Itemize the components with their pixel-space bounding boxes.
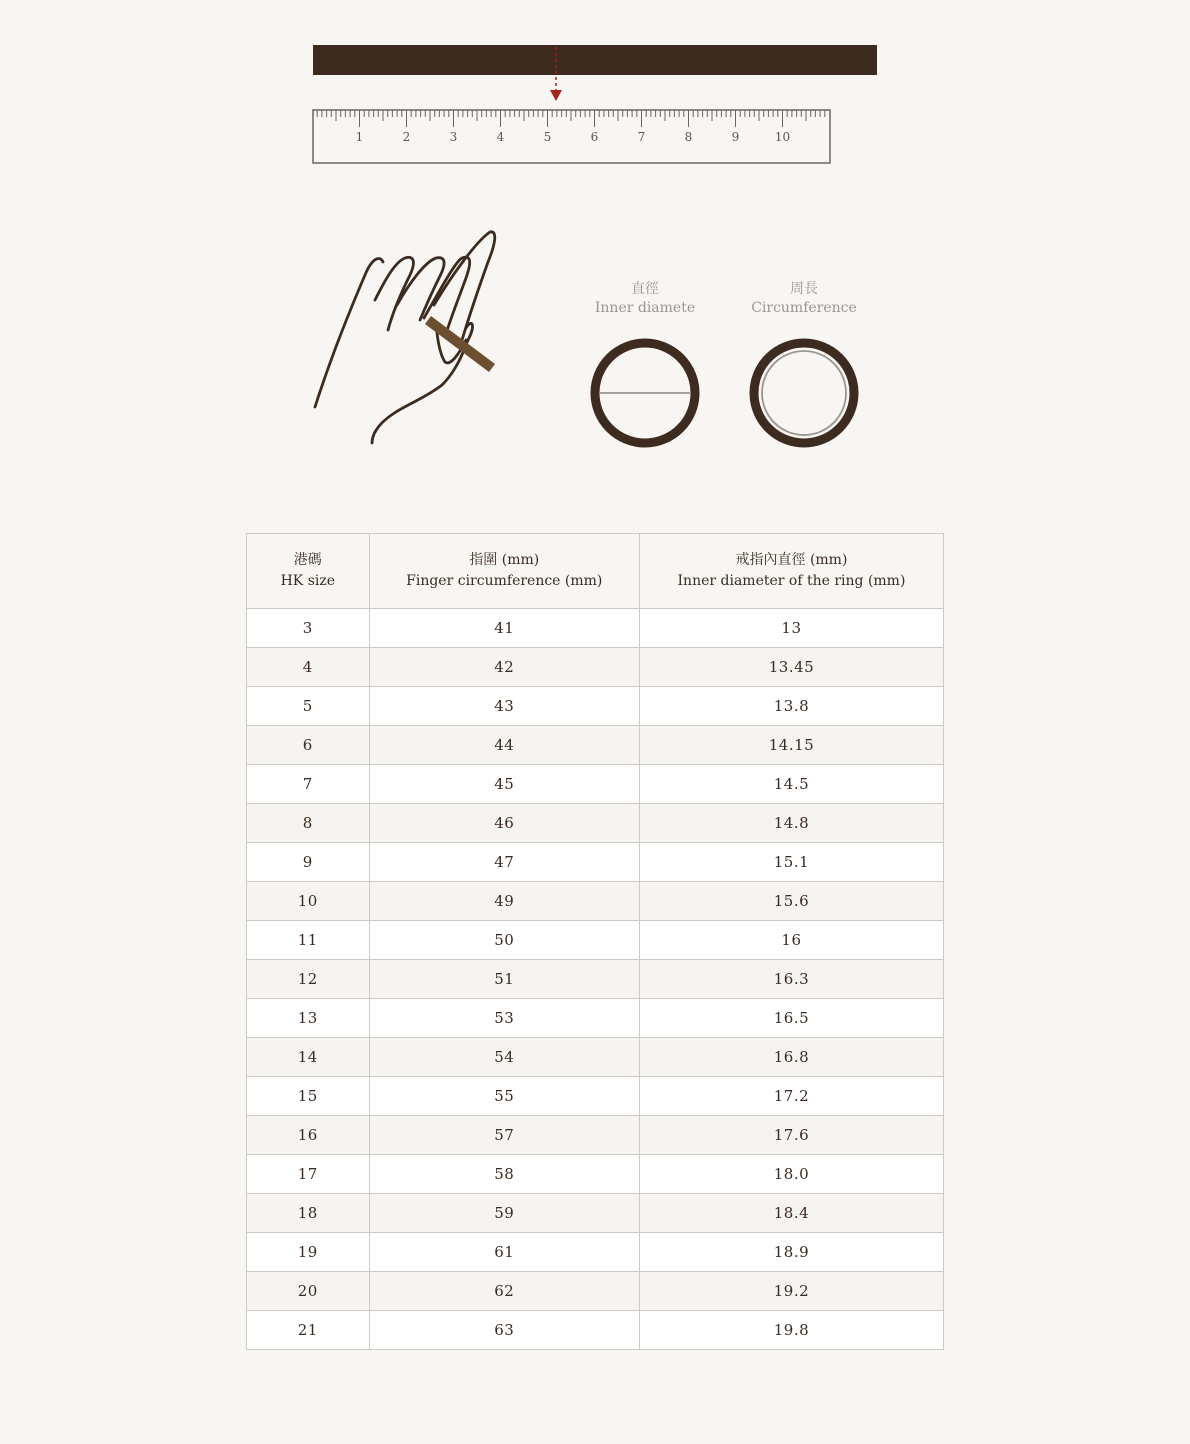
ruler-number: 2 <box>402 130 411 144</box>
cell-hk-size: 21 <box>247 1311 370 1350</box>
table-row <box>247 1311 944 1350</box>
inner-diameter-label <box>565 280 725 318</box>
circumference-ring-icon <box>754 343 854 443</box>
cell-inner-diameter: 18.9 <box>639 1233 943 1272</box>
cell-inner-diameter: 13 <box>639 609 943 648</box>
cell-inner-diameter: 14.8 <box>639 804 943 843</box>
table-row <box>247 1116 944 1155</box>
ruler-numbers <box>356 130 790 144</box>
cell-hk-size: 7 <box>247 765 370 804</box>
cell-hk-size: 14 <box>247 1038 370 1077</box>
paper-strip <box>313 45 877 75</box>
table-row <box>247 882 944 921</box>
cell-finger-circumference: 55 <box>369 1077 639 1116</box>
table-row <box>247 1194 944 1233</box>
table-row <box>247 843 944 882</box>
header-inner-diameter-zh: 戒指內直徑 (mm) <box>735 552 848 568</box>
circumference-line <box>762 351 846 435</box>
header-inner-diameter <box>639 534 943 609</box>
table-row <box>247 921 944 960</box>
cell-hk-size: 13 <box>247 999 370 1038</box>
cell-hk-size: 15 <box>247 1077 370 1116</box>
cell-inner-diameter: 14.15 <box>639 726 943 765</box>
cell-inner-diameter: 15.6 <box>639 882 943 921</box>
header-inner-diameter-en: Inner diameter of the ring (mm) <box>677 573 906 589</box>
cell-finger-circumference: 41 <box>369 609 639 648</box>
cell-hk-size: 9 <box>247 843 370 882</box>
ruler-ticks <box>317 110 825 127</box>
table-row <box>247 726 944 765</box>
cell-inner-diameter: 16.8 <box>639 1038 943 1077</box>
table-row <box>247 765 944 804</box>
table-row <box>247 1038 944 1077</box>
header-finger-circumference-zh: 指圍 (mm) <box>469 552 540 568</box>
cell-inner-diameter: 14.5 <box>639 765 943 804</box>
ruler-number: 5 <box>543 130 552 144</box>
cell-finger-circumference: 59 <box>369 1194 639 1233</box>
header-finger-circumference-en: Finger circumference (mm) <box>406 573 603 589</box>
cell-finger-circumference: 58 <box>369 1155 639 1194</box>
table-row <box>247 1233 944 1272</box>
ruler-number: 9 <box>731 130 740 144</box>
cell-hk-size: 6 <box>247 726 370 765</box>
ruler-number: 4 <box>496 130 505 144</box>
cell-finger-circumference: 62 <box>369 1272 639 1311</box>
cell-finger-circumference: 49 <box>369 882 639 921</box>
ruler-number: 6 <box>590 130 599 144</box>
cell-inner-diameter: 18.0 <box>639 1155 943 1194</box>
ruler-number: 3 <box>449 130 458 144</box>
ring-size-illustration <box>0 0 1190 500</box>
ring-size-table <box>246 533 944 1350</box>
cell-finger-circumference: 51 <box>369 960 639 999</box>
cell-finger-circumference: 42 <box>369 648 639 687</box>
cell-finger-circumference: 54 <box>369 1038 639 1077</box>
cell-finger-circumference: 47 <box>369 843 639 882</box>
cell-inner-diameter: 15.1 <box>639 843 943 882</box>
table-row <box>247 687 944 726</box>
inner-diameter-label-zh: 直徑 <box>631 281 659 297</box>
cell-inner-diameter: 16.3 <box>639 960 943 999</box>
ruler-number: 8 <box>684 130 693 144</box>
inner-diameter-label-en: Inner diamete <box>594 300 696 316</box>
header-hk-size-en: HK size <box>280 573 336 589</box>
cell-inner-diameter: 18.4 <box>639 1194 943 1233</box>
cell-finger-circumference: 45 <box>369 765 639 804</box>
cell-finger-circumference: 61 <box>369 1233 639 1272</box>
cell-inner-diameter: 17.2 <box>639 1077 943 1116</box>
hand-icon <box>315 232 495 443</box>
cell-hk-size: 20 <box>247 1272 370 1311</box>
table-row <box>247 609 944 648</box>
circumference-label <box>724 280 884 318</box>
header-finger-circumference <box>369 534 639 609</box>
cell-hk-size: 19 <box>247 1233 370 1272</box>
table-row <box>247 960 944 999</box>
cell-hk-size: 11 <box>247 921 370 960</box>
table-header-row <box>247 534 944 609</box>
cell-hk-size: 5 <box>247 687 370 726</box>
cell-hk-size: 8 <box>247 804 370 843</box>
cell-finger-circumference: 57 <box>369 1116 639 1155</box>
cell-hk-size: 10 <box>247 882 370 921</box>
header-hk-size-zh: 港碼 <box>293 552 322 568</box>
cell-inner-diameter: 19.2 <box>639 1272 943 1311</box>
ruler-number: 7 <box>637 130 646 144</box>
cell-inner-diameter: 13.45 <box>639 648 943 687</box>
table-row <box>247 648 944 687</box>
table-row <box>247 1272 944 1311</box>
table-row <box>247 999 944 1038</box>
cell-hk-size: 18 <box>247 1194 370 1233</box>
cell-finger-circumference: 43 <box>369 687 639 726</box>
cell-finger-circumference: 46 <box>369 804 639 843</box>
measure-arrow-head <box>550 90 562 101</box>
table-row <box>247 1155 944 1194</box>
circumference-label-zh: 周長 <box>790 281 818 297</box>
ruler-number: 10 <box>774 130 791 144</box>
table-row <box>247 804 944 843</box>
table-body <box>247 609 944 1350</box>
cell-inner-diameter: 19.8 <box>639 1311 943 1350</box>
cell-hk-size: 4 <box>247 648 370 687</box>
cell-hk-size: 17 <box>247 1155 370 1194</box>
circumference-label-en: Circumference <box>751 300 857 316</box>
header-hk-size <box>247 534 370 609</box>
cell-inner-diameter: 16.5 <box>639 999 943 1038</box>
cell-hk-size: 3 <box>247 609 370 648</box>
cell-hk-size: 16 <box>247 1116 370 1155</box>
table-row <box>247 1077 944 1116</box>
cell-hk-size: 12 <box>247 960 370 999</box>
cell-inner-diameter: 17.6 <box>639 1116 943 1155</box>
cell-finger-circumference: 53 <box>369 999 639 1038</box>
cell-finger-circumference: 63 <box>369 1311 639 1350</box>
ruler-number: 1 <box>355 130 364 144</box>
cell-finger-circumference: 50 <box>369 921 639 960</box>
cell-inner-diameter: 13.8 <box>639 687 943 726</box>
cell-inner-diameter: 16 <box>639 921 943 960</box>
cell-finger-circumference: 44 <box>369 726 639 765</box>
